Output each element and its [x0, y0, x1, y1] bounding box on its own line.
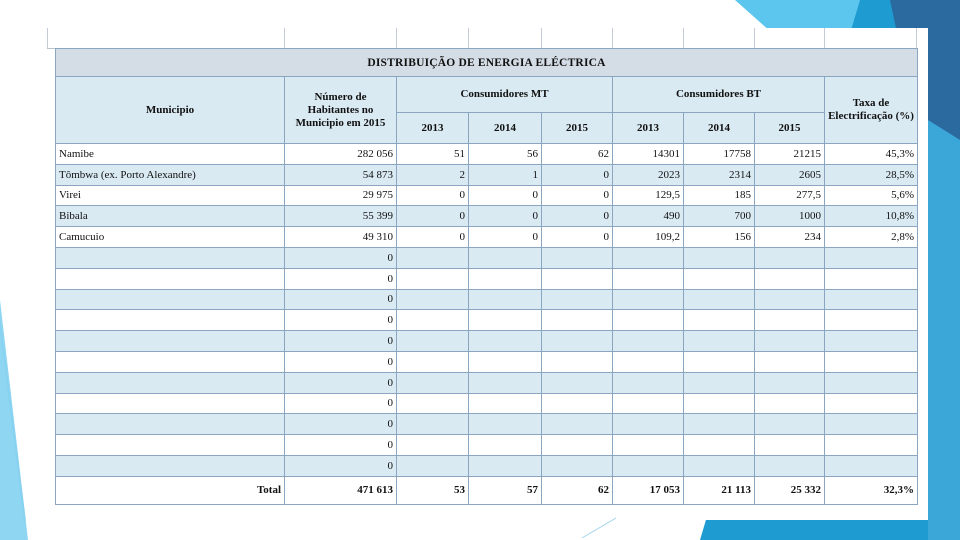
total-mt-2013: 53	[397, 476, 469, 504]
cell-municipio	[56, 393, 285, 414]
cell-municipio: Virei	[56, 185, 285, 206]
cell-taxa: 45,3%	[825, 144, 918, 165]
table-row	[56, 331, 918, 352]
cell-mt2013: 2	[397, 164, 469, 185]
cell-bt2013	[613, 331, 684, 352]
energy-distribution-table	[55, 48, 918, 505]
cell-mt2014: 0	[469, 227, 542, 248]
cell-bt2015	[755, 289, 825, 310]
cell-mt2015: 0	[542, 206, 613, 227]
cell-mt2015: 0	[542, 185, 613, 206]
cell-bt2014	[684, 268, 755, 289]
cell-bt2014	[684, 331, 755, 352]
table-row	[56, 227, 918, 248]
cell-mt2014	[469, 372, 542, 393]
spreadsheet-top-grid	[47, 28, 917, 49]
cell-bt2013	[613, 310, 684, 331]
header-bt-2014: 2014	[684, 112, 755, 143]
table-row	[56, 247, 918, 268]
cell-mt2015	[542, 435, 613, 456]
cell-mt2013	[397, 310, 469, 331]
table-body	[56, 144, 918, 477]
cell-municipio	[56, 351, 285, 372]
cell-habitantes: 0	[285, 393, 397, 414]
cell-bt2014	[684, 372, 755, 393]
table-total-row	[56, 476, 918, 504]
total-bt-2015: 25 332	[755, 476, 825, 504]
cell-bt2015: 234	[755, 227, 825, 248]
cell-mt2013	[397, 331, 469, 352]
cell-mt2014	[469, 268, 542, 289]
cell-bt2015	[755, 435, 825, 456]
cell-bt2015	[755, 455, 825, 476]
cell-habitantes: 0	[285, 372, 397, 393]
cell-taxa: 10,8%	[825, 206, 918, 227]
cell-bt2014	[684, 393, 755, 414]
cell-bt2014: 2314	[684, 164, 755, 185]
cell-mt2014	[469, 310, 542, 331]
cell-mt2013	[397, 351, 469, 372]
cell-habitantes: 0	[285, 310, 397, 331]
cell-taxa	[825, 268, 918, 289]
cell-bt2013: 109,2	[613, 227, 684, 248]
cell-municipio	[56, 435, 285, 456]
cell-bt2014	[684, 455, 755, 476]
cell-taxa: 2,8%	[825, 227, 918, 248]
cell-municipio: Namibe	[56, 144, 285, 165]
cell-mt2014	[469, 331, 542, 352]
cell-taxa	[825, 435, 918, 456]
cell-mt2013	[397, 435, 469, 456]
cell-taxa: 5,6%	[825, 185, 918, 206]
table-row	[56, 414, 918, 435]
cell-bt2014	[684, 351, 755, 372]
cell-bt2014: 185	[684, 185, 755, 206]
cell-habitantes: 0	[285, 331, 397, 352]
header-mt-2014: 2014	[469, 112, 542, 143]
cell-municipio	[56, 247, 285, 268]
table-row	[56, 393, 918, 414]
cell-habitantes: 54 873	[285, 164, 397, 185]
cell-municipio: Bibala	[56, 206, 285, 227]
total-label: Total	[56, 476, 285, 504]
cell-mt2015: 0	[542, 227, 613, 248]
header-mt-2015: 2015	[542, 112, 613, 143]
cell-habitantes: 0	[285, 455, 397, 476]
cell-mt2013: 0	[397, 185, 469, 206]
cell-habitantes: 49 310	[285, 227, 397, 248]
cell-bt2013	[613, 455, 684, 476]
cell-bt2015	[755, 268, 825, 289]
cell-municipio	[56, 310, 285, 331]
cell-bt2015	[755, 414, 825, 435]
cell-mt2015	[542, 351, 613, 372]
cell-municipio: Camucuio	[56, 227, 285, 248]
cell-bt2014: 700	[684, 206, 755, 227]
cell-habitantes: 0	[285, 351, 397, 372]
table-row	[56, 164, 918, 185]
cell-bt2013	[613, 372, 684, 393]
cell-taxa	[825, 414, 918, 435]
table-row	[56, 206, 918, 227]
header-mt-2013: 2013	[397, 112, 469, 143]
table-row	[56, 435, 918, 456]
cell-bt2014	[684, 247, 755, 268]
cell-habitantes: 0	[285, 247, 397, 268]
cell-mt2015	[542, 268, 613, 289]
cell-mt2013	[397, 289, 469, 310]
cell-bt2015	[755, 331, 825, 352]
header-municipio: Municipio	[56, 77, 285, 144]
cell-mt2015	[542, 414, 613, 435]
cell-bt2013	[613, 393, 684, 414]
cell-bt2015: 21215	[755, 144, 825, 165]
cell-mt2014: 1	[469, 164, 542, 185]
table-row	[56, 185, 918, 206]
cell-taxa	[825, 310, 918, 331]
header-consumidores-mt: Consumidores MT	[397, 77, 613, 113]
cell-municipio	[56, 289, 285, 310]
cell-habitantes: 0	[285, 435, 397, 456]
cell-municipio	[56, 414, 285, 435]
cell-mt2013	[397, 414, 469, 435]
cell-mt2014: 56	[469, 144, 542, 165]
cell-mt2014: 0	[469, 206, 542, 227]
cell-habitantes: 282 056	[285, 144, 397, 165]
cell-bt2013	[613, 351, 684, 372]
cell-mt2015: 62	[542, 144, 613, 165]
table-row	[56, 289, 918, 310]
cell-bt2014: 156	[684, 227, 755, 248]
cell-taxa	[825, 289, 918, 310]
cell-bt2013: 2023	[613, 164, 684, 185]
table-title: DISTRIBUIÇÃO DE ENERGIA ELÉCTRICA	[56, 49, 918, 77]
cell-municipio	[56, 268, 285, 289]
cell-bt2015	[755, 351, 825, 372]
total-bt-2014: 21 113	[684, 476, 755, 504]
cell-bt2013	[613, 435, 684, 456]
header-taxa-electrificacao: Taxa de Electrificação (%)	[825, 77, 918, 144]
cell-bt2014	[684, 435, 755, 456]
cell-bt2015	[755, 372, 825, 393]
cell-taxa	[825, 393, 918, 414]
cell-mt2014	[469, 435, 542, 456]
cell-mt2015: 0	[542, 164, 613, 185]
cell-mt2014	[469, 289, 542, 310]
cell-taxa	[825, 372, 918, 393]
cell-taxa	[825, 331, 918, 352]
cell-municipio: Tômbwa (ex. Porto Alexandre)	[56, 164, 285, 185]
right-light-shape-bottom	[928, 120, 960, 540]
cell-mt2013	[397, 247, 469, 268]
cell-bt2013: 490	[613, 206, 684, 227]
header-consumidores-bt: Consumidores BT	[613, 77, 825, 113]
table-image	[47, 28, 928, 520]
cell-mt2013: 51	[397, 144, 469, 165]
cell-bt2015	[755, 247, 825, 268]
cell-bt2014	[684, 289, 755, 310]
cell-bt2013	[613, 289, 684, 310]
cell-municipio	[56, 455, 285, 476]
cell-bt2014	[684, 414, 755, 435]
cell-bt2015: 2605	[755, 164, 825, 185]
cell-mt2015	[542, 247, 613, 268]
cell-mt2013: 0	[397, 227, 469, 248]
cell-mt2015	[542, 289, 613, 310]
cell-habitantes: 0	[285, 268, 397, 289]
cell-bt2015	[755, 393, 825, 414]
cell-municipio	[56, 372, 285, 393]
cell-habitantes: 0	[285, 289, 397, 310]
total-mt-2014: 57	[469, 476, 542, 504]
total-bt-2013: 17 053	[613, 476, 684, 504]
total-habitantes: 471 613	[285, 476, 397, 504]
cell-bt2014	[684, 310, 755, 331]
header-habitantes: Número de Habitantes no Municipio em 2015	[285, 77, 397, 144]
cell-mt2015	[542, 455, 613, 476]
cell-mt2015	[542, 331, 613, 352]
cell-municipio	[56, 331, 285, 352]
cell-mt2015	[542, 372, 613, 393]
cell-taxa	[825, 351, 918, 372]
table-row	[56, 268, 918, 289]
cell-mt2013	[397, 372, 469, 393]
cell-habitantes: 55 399	[285, 206, 397, 227]
cell-bt2013	[613, 414, 684, 435]
cell-mt2014	[469, 247, 542, 268]
cell-bt2013	[613, 268, 684, 289]
cell-mt2014	[469, 351, 542, 372]
cell-bt2015: 1000	[755, 206, 825, 227]
cell-bt2013: 129,5	[613, 185, 684, 206]
cell-mt2014	[469, 455, 542, 476]
cell-mt2014: 0	[469, 185, 542, 206]
cell-taxa: 28,5%	[825, 164, 918, 185]
cell-taxa	[825, 455, 918, 476]
table-row	[56, 351, 918, 372]
decorative-thin-line	[580, 516, 620, 540]
cell-mt2014	[469, 393, 542, 414]
cell-bt2013	[613, 247, 684, 268]
cell-habitantes: 29 975	[285, 185, 397, 206]
table-row	[56, 455, 918, 476]
header-bt-2015: 2015	[755, 112, 825, 143]
total-taxa: 32,3%	[825, 476, 918, 504]
cell-mt2013	[397, 393, 469, 414]
cell-bt2015	[755, 310, 825, 331]
table-row	[56, 310, 918, 331]
cell-mt2014	[469, 414, 542, 435]
cell-mt2013	[397, 455, 469, 476]
cell-mt2015	[542, 310, 613, 331]
cell-bt2014: 17758	[684, 144, 755, 165]
cell-mt2013	[397, 268, 469, 289]
total-mt-2015: 62	[542, 476, 613, 504]
cell-bt2015: 277,5	[755, 185, 825, 206]
table-row	[56, 144, 918, 165]
cell-taxa	[825, 247, 918, 268]
header-bt-2013: 2013	[613, 112, 684, 143]
table-row	[56, 372, 918, 393]
cell-habitantes: 0	[285, 414, 397, 435]
cell-bt2013: 14301	[613, 144, 684, 165]
cell-mt2013: 0	[397, 206, 469, 227]
cell-mt2015	[542, 393, 613, 414]
